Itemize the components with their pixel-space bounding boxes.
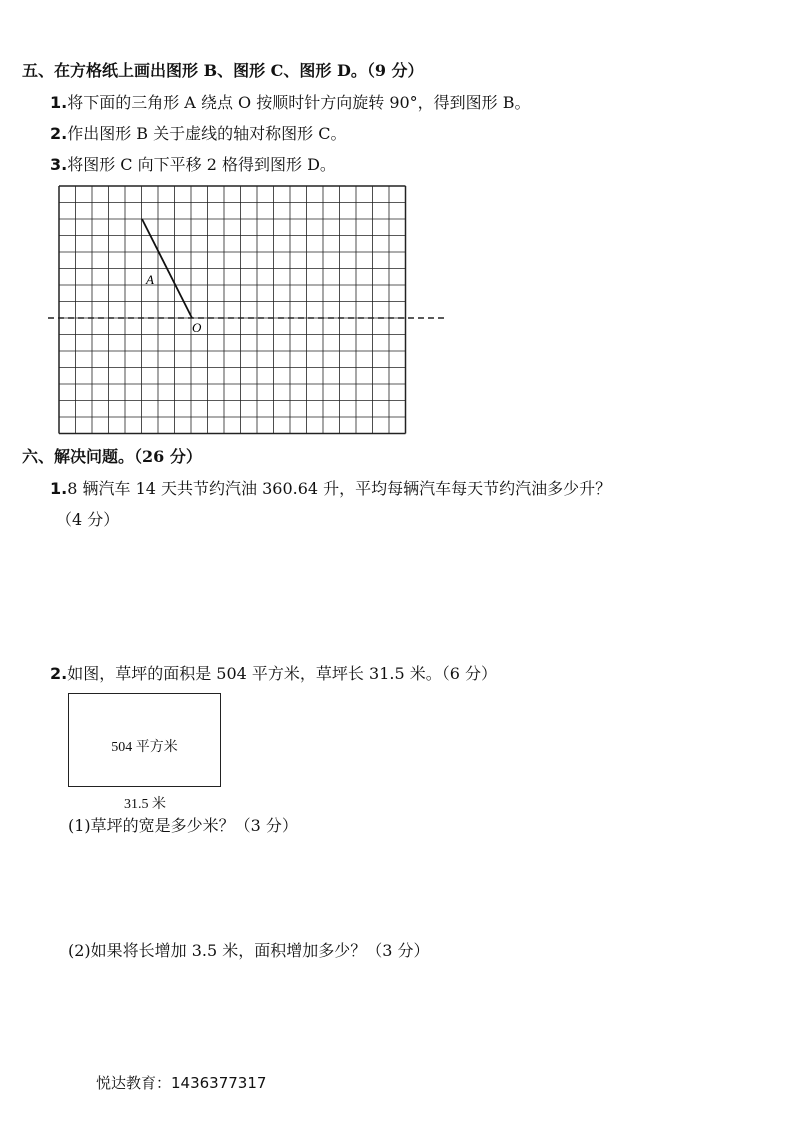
section6-heading: 六、解决问题。（26 分） [22, 447, 202, 466]
grid-svg [46, 180, 446, 440]
question-text: 如图，草坪的面积是 504 平方米，草坪长 31.5 米。（6 分） [67, 664, 497, 683]
section5-item-1 [50, 95, 531, 111]
section6-q1 [50, 481, 611, 497]
question-number: 1. [50, 479, 68, 498]
question-text: 8 辆汽车 14 天共节约汽油 360.64 升，平均每辆汽车每天节约汽油多少升？ [67, 479, 612, 498]
label-a: A [146, 272, 154, 287]
question-number: 2. [50, 664, 68, 683]
item-text: 将图形 C 向下平移 2 格得到图形 D。 [67, 155, 336, 174]
lawn-rectangle [68, 693, 221, 787]
lawn-length-label: 31.5 米 [124, 797, 166, 812]
section6-q2-sub2: (2)如果将长增加 3.5 米，面积增加多少？（3 分） [68, 941, 430, 960]
section6-q2 [50, 666, 497, 682]
item-number: 3. [50, 155, 68, 174]
section5-item-2 [50, 126, 346, 142]
footer-text: 悦达教育：1436377317 [96, 1074, 267, 1092]
item-text: 将下面的三角形 A 绕点 O 按顺时针方向旋转 90°，得到图形 B。 [67, 93, 531, 112]
section6-q2-sub1: (1)草坪的宽是多少米？（3 分） [68, 816, 298, 835]
item-number: 1. [50, 93, 68, 112]
section5-item-3 [50, 157, 336, 173]
section5-heading: 五、在方格纸上画出图形 B、图形 C、图形 D。（9 分） [22, 61, 424, 80]
item-text: 作出图形 B 关于虚线的轴对称图形 C。 [67, 124, 347, 143]
grid-lines [59, 186, 406, 434]
section6-q1-score: （4 分） [56, 510, 120, 529]
lawn-area-label: 504 平方米 [111, 740, 178, 755]
item-number: 2. [50, 124, 68, 143]
label-o: O [192, 320, 202, 335]
grid-paper [46, 180, 446, 440]
